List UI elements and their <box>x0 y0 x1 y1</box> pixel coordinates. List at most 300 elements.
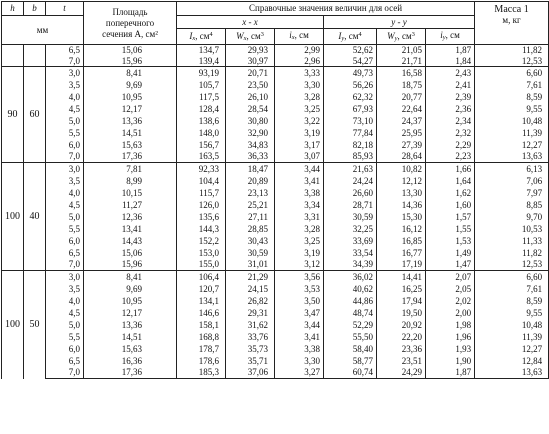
cell-ix-radius: 3,25 <box>275 235 324 247</box>
cell-iy: 33,54 <box>324 247 377 259</box>
cell-h: 90 <box>2 67 24 163</box>
cell-wy: 20,92 <box>377 319 426 331</box>
cell-ix-radius: 3,12 <box>275 259 324 271</box>
cell-ix-radius: 3,47 <box>275 307 324 319</box>
cell-iy-radius: 1,87 <box>426 45 475 56</box>
cell-iy: 33,69 <box>324 235 377 247</box>
cell-wx: 30,97 <box>226 56 275 67</box>
cell-ix: 148,0 <box>177 127 226 139</box>
cell-ix-radius: 3,19 <box>275 127 324 139</box>
table-row <box>2 175 549 187</box>
cell-area: 17,36 <box>84 367 177 379</box>
cell-wx: 33,76 <box>226 331 275 343</box>
cell-ix-radius: 3,28 <box>275 91 324 103</box>
table-row <box>2 331 549 343</box>
cell-t: 5,5 <box>46 127 84 139</box>
table-row <box>2 223 549 235</box>
cell-iy: 26,60 <box>324 187 377 199</box>
cell-iy-radius: 2,05 <box>426 283 475 295</box>
cell-area: 8,41 <box>84 67 177 79</box>
table-row <box>2 295 549 307</box>
cell-h: 100 <box>2 271 24 379</box>
cell-t: 7,0 <box>46 56 84 67</box>
cell-iy: 77,84 <box>324 127 377 139</box>
cell-mass: 12,27 <box>475 139 549 151</box>
cell-wy: 28,64 <box>377 151 426 163</box>
cell-mass: 10,53 <box>475 223 549 235</box>
cell-iy: 56,26 <box>324 79 377 91</box>
cell-t: 6,5 <box>46 355 84 367</box>
cell-wy: 16,85 <box>377 235 426 247</box>
cell-iy: 73,10 <box>324 115 377 127</box>
cell-ix: 134,7 <box>177 45 226 56</box>
cell-ix-radius: 3,22 <box>275 115 324 127</box>
cell-t: 3,0 <box>46 163 84 175</box>
cell-iy: 40,62 <box>324 283 377 295</box>
cell-t: 3,5 <box>46 175 84 187</box>
cell-wy: 24,29 <box>377 367 426 379</box>
cell-iy-radius: 1,49 <box>426 247 475 259</box>
cell-iy: 48,74 <box>324 307 377 319</box>
header-area <box>84 2 177 45</box>
cell-iy-radius: 1,47 <box>426 259 475 271</box>
header-mass-line1: Масса 1 <box>494 4 529 15</box>
cell-iy-radius: 2,34 <box>426 115 475 127</box>
cell-ix-radius: 3,28 <box>275 223 324 235</box>
cell-wy: 22,64 <box>377 103 426 115</box>
cell-ix: 120,7 <box>177 283 226 295</box>
cell-ix: 144,3 <box>177 223 226 235</box>
header-col-ix: Ix, $см^4$ <box>177 29 226 45</box>
cell-t: 7,0 <box>46 367 84 379</box>
cell-mass: 8,85 <box>475 199 549 211</box>
header-col-ix-radius: ix, см <box>275 29 324 45</box>
cell-mass: 6,13 <box>475 163 549 175</box>
cell-ix: 134,1 <box>177 295 226 307</box>
header-mass <box>475 2 549 45</box>
cell-t: 3,0 <box>46 67 84 79</box>
cell-mass: 12,84 <box>475 355 549 367</box>
cell-area: 17,36 <box>84 151 177 163</box>
cell-wx: 35,73 <box>226 343 275 355</box>
table-row <box>2 103 549 115</box>
cell-iy-radius: 1,55 <box>426 223 475 235</box>
table-row <box>2 199 549 211</box>
cell-wy: 13,30 <box>377 187 426 199</box>
cell-ix-radius: 2,99 <box>275 45 324 56</box>
header-mass-line2: м, кг <box>502 15 521 25</box>
group-continuation <box>2 45 549 67</box>
cell-area: 14,51 <box>84 331 177 343</box>
cell-wx: 18,47 <box>226 163 275 175</box>
cell-wy: 19,50 <box>377 307 426 319</box>
header-b: b <box>24 2 46 16</box>
header-t: t <box>46 2 84 16</box>
cell-ix-radius: 3,27 <box>275 367 324 379</box>
cell-area: 10,95 <box>84 91 177 103</box>
cell-ix: 178,7 <box>177 343 226 355</box>
cell-t: 6,0 <box>46 139 84 151</box>
cell-area: 9,69 <box>84 283 177 295</box>
cell-ix-radius: 3,30 <box>275 79 324 91</box>
cell-ix-radius: 2,96 <box>275 56 324 67</box>
cell-mass: 6,60 <box>475 271 549 283</box>
cell-wy: 23,51 <box>377 355 426 367</box>
table-row <box>2 235 549 247</box>
cell-iy: 52,29 <box>324 319 377 331</box>
header-h: h <box>2 2 24 16</box>
group-90x60 <box>2 67 549 163</box>
cell-wx: 35,71 <box>226 355 275 367</box>
table-row <box>2 91 549 103</box>
table-row <box>2 283 549 295</box>
cell-h <box>2 45 24 67</box>
cell-t: 6,5 <box>46 45 84 56</box>
cell-t: 6,0 <box>46 235 84 247</box>
cell-wx: 25,21 <box>226 199 275 211</box>
cell-wy: 21,05 <box>377 45 426 56</box>
cell-iy-radius: 1,60 <box>426 199 475 211</box>
cell-wy: 27,39 <box>377 139 426 151</box>
cell-ix: 163,5 <box>177 151 226 163</box>
cell-iy-radius: 2,00 <box>426 307 475 319</box>
cell-area: 15,06 <box>84 45 177 56</box>
cell-wx: 37,06 <box>226 367 275 379</box>
header-area-line3: сечения A, см² <box>102 28 158 39</box>
cell-iy-radius: 1,66 <box>426 163 475 175</box>
cell-ix: 105,7 <box>177 79 226 91</box>
header-col-wx: Wx, $см^3$ <box>226 29 275 45</box>
cell-area: 15,63 <box>84 343 177 355</box>
cell-ix: 153,0 <box>177 247 226 259</box>
cell-iy-radius: 2,43 <box>426 67 475 79</box>
cell-ix-radius: 3,33 <box>275 67 324 79</box>
header-axis-x: x - x <box>177 16 324 29</box>
cell-t: 4,0 <box>46 91 84 103</box>
cell-b: 60 <box>24 67 46 163</box>
cell-ix-radius: 3,44 <box>275 319 324 331</box>
group-100x50 <box>2 271 549 379</box>
cell-t: 5,0 <box>46 211 84 223</box>
cell-ix: 155,0 <box>177 259 226 271</box>
cell-wx: 26,82 <box>226 295 275 307</box>
cell-area: 9,69 <box>84 79 177 91</box>
cell-wy: 18,75 <box>377 79 426 91</box>
cell-iy-radius: 1,84 <box>426 56 475 67</box>
cell-ix: 139,4 <box>177 56 226 67</box>
table-row <box>2 259 549 271</box>
cell-mass: 11,82 <box>475 247 549 259</box>
cell-iy-radius: 2,32 <box>426 127 475 139</box>
cell-wy: 16,77 <box>377 247 426 259</box>
cell-iy: 58,77 <box>324 355 377 367</box>
cell-mass: 11,39 <box>475 127 549 139</box>
cell-b: 40 <box>24 163 46 271</box>
cell-mass: 10,48 <box>475 115 549 127</box>
cell-t: 6,0 <box>46 343 84 355</box>
cell-iy-radius: 2,29 <box>426 139 475 151</box>
cell-b: 50 <box>24 271 46 379</box>
cell-area: 13,36 <box>84 319 177 331</box>
table-row <box>2 355 549 367</box>
cell-t: 4,0 <box>46 187 84 199</box>
cell-iy: 55,50 <box>324 331 377 343</box>
table-row <box>2 67 549 79</box>
cell-h: 100 <box>2 163 24 271</box>
cell-wy: 16,12 <box>377 223 426 235</box>
cell-ix: 115,7 <box>177 187 226 199</box>
table-row <box>2 211 549 223</box>
table-row <box>2 307 549 319</box>
cell-iy: 34,39 <box>324 259 377 271</box>
cell-area: 15,96 <box>84 259 177 271</box>
cell-wx: 29,93 <box>226 45 275 56</box>
cell-t: 4,5 <box>46 307 84 319</box>
cell-iy-radius: 2,39 <box>426 91 475 103</box>
cell-t: 5,0 <box>46 115 84 127</box>
header-unit-mm: мм <box>2 16 84 45</box>
cell-ix-radius: 3,44 <box>275 163 324 175</box>
cell-wy: 16,58 <box>377 67 426 79</box>
cell-mass: 9,55 <box>475 103 549 115</box>
cell-ix: 178,6 <box>177 355 226 367</box>
cell-ix-radius: 3,41 <box>275 175 324 187</box>
cell-mass: 11,33 <box>475 235 549 247</box>
cell-t: 4,0 <box>46 295 84 307</box>
cell-wx: 21,29 <box>226 271 275 283</box>
cell-ix-radius: 3,17 <box>275 139 324 151</box>
cell-ix: 156,7 <box>177 139 226 151</box>
cell-iy: 67,93 <box>324 103 377 115</box>
cell-area: 8,41 <box>84 271 177 283</box>
cell-wx: 28,85 <box>226 223 275 235</box>
cell-iy-radius: 2,41 <box>426 79 475 91</box>
cell-iy: 32,25 <box>324 223 377 235</box>
cell-wy: 22,20 <box>377 331 426 343</box>
cell-area: 16,36 <box>84 355 177 367</box>
cell-wx: 27,11 <box>226 211 275 223</box>
cell-area: 12,17 <box>84 103 177 115</box>
cell-wy: 14,36 <box>377 199 426 211</box>
cell-wx: 28,54 <box>226 103 275 115</box>
table-row <box>2 45 549 56</box>
cell-t: 5,5 <box>46 223 84 235</box>
cell-wy: 12,12 <box>377 175 426 187</box>
cell-ix-radius: 3,31 <box>275 211 324 223</box>
cell-iy: 36,02 <box>324 271 377 283</box>
cell-iy: 49,73 <box>324 67 377 79</box>
header-reference-values: Справочные значения величин для осей <box>177 2 475 16</box>
cell-t: 7,0 <box>46 259 84 271</box>
cell-ix-radius: 3,50 <box>275 295 324 307</box>
cell-iy: 24,24 <box>324 175 377 187</box>
cell-ix-radius: 3,38 <box>275 343 324 355</box>
table-row <box>2 139 549 151</box>
cell-iy: 44,86 <box>324 295 377 307</box>
cell-iy: 21,63 <box>324 163 377 175</box>
table-row <box>2 151 549 163</box>
cell-wx: 32,90 <box>226 127 275 139</box>
cell-wx: 20,71 <box>226 67 275 79</box>
cell-area: 15,06 <box>84 247 177 259</box>
cell-wx: 30,59 <box>226 247 275 259</box>
cell-iy: 30,59 <box>324 211 377 223</box>
cell-ix: 185,3 <box>177 367 226 379</box>
cell-mass: 7,61 <box>475 79 549 91</box>
cell-t: 5,0 <box>46 319 84 331</box>
cell-iy: 28,71 <box>324 199 377 211</box>
table-row <box>2 319 549 331</box>
cell-wx: 36,33 <box>226 151 275 163</box>
cell-ix-radius: 3,56 <box>275 271 324 283</box>
cell-ix-radius: 3,25 <box>275 103 324 115</box>
cell-iy: 82,18 <box>324 139 377 151</box>
cell-ix-radius: 3,41 <box>275 331 324 343</box>
cell-ix-radius: 3,34 <box>275 199 324 211</box>
cell-mass: 7,61 <box>475 283 549 295</box>
cell-wy: 23,36 <box>377 343 426 355</box>
cell-wy: 10,82 <box>377 163 426 175</box>
header-col-wy: Wy, $см^3$ <box>377 29 426 45</box>
cell-ix-radius: 3,53 <box>275 283 324 295</box>
cell-area: 7,81 <box>84 163 177 175</box>
cell-area: 12,36 <box>84 211 177 223</box>
cell-ix-radius: 3,38 <box>275 187 324 199</box>
cell-iy-radius: 1,57 <box>426 211 475 223</box>
cell-ix: 93,19 <box>177 67 226 79</box>
cell-wy: 25,95 <box>377 127 426 139</box>
cell-t: 4,5 <box>46 199 84 211</box>
cell-wy: 21,71 <box>377 56 426 67</box>
table-row <box>2 127 549 139</box>
table-row <box>2 115 549 127</box>
cell-iy-radius: 2,07 <box>426 271 475 283</box>
cell-iy-radius: 1,62 <box>426 187 475 199</box>
cell-area: 10,15 <box>84 187 177 199</box>
cell-t: 4,5 <box>46 103 84 115</box>
cell-wx: 34,83 <box>226 139 275 151</box>
cell-iy: 62,32 <box>324 91 377 103</box>
cell-mass: 9,55 <box>475 307 549 319</box>
cell-iy: 85,93 <box>324 151 377 163</box>
cell-wx: 29,31 <box>226 307 275 319</box>
cell-wx: 31,01 <box>226 259 275 271</box>
table-row <box>2 56 549 67</box>
header-area-line2: поперечного <box>105 17 155 28</box>
cell-ix: 158,1 <box>177 319 226 331</box>
cell-ix: 128,4 <box>177 103 226 115</box>
cell-ix: 92,33 <box>177 163 226 175</box>
cell-ix-radius: 3,07 <box>275 151 324 163</box>
cell-mass: 6,60 <box>475 67 549 79</box>
cell-iy-radius: 2,23 <box>426 151 475 163</box>
cell-wx: 30,80 <box>226 115 275 127</box>
header-col-iy: Iy, $см^4$ <box>324 29 377 45</box>
table-header <box>2 2 549 45</box>
cell-wx: 26,10 <box>226 91 275 103</box>
cell-wx: 20,89 <box>226 175 275 187</box>
cell-iy-radius: 1,64 <box>426 175 475 187</box>
cell-iy-radius: 2,36 <box>426 103 475 115</box>
cell-mass: 7,97 <box>475 187 549 199</box>
cell-mass: 12,53 <box>475 56 549 67</box>
cell-mass: 13,63 <box>475 151 549 163</box>
cell-iy-radius: 1,90 <box>426 355 475 367</box>
cell-wx: 31,62 <box>226 319 275 331</box>
cell-mass: 12,27 <box>475 343 549 355</box>
header-area-line1: Площадь <box>112 6 148 17</box>
cell-mass: 7,06 <box>475 175 549 187</box>
cell-wy: 24,37 <box>377 115 426 127</box>
cell-mass: 8,59 <box>475 91 549 103</box>
cell-area: 8,99 <box>84 175 177 187</box>
table-row <box>2 343 549 355</box>
cell-iy-radius: 1,96 <box>426 331 475 343</box>
cell-wy: 20,77 <box>377 91 426 103</box>
table-row <box>2 79 549 91</box>
cell-ix-radius: 3,19 <box>275 247 324 259</box>
cell-ix: 138,6 <box>177 115 226 127</box>
cell-t: 3,5 <box>46 283 84 295</box>
cell-ix: 104,4 <box>177 175 226 187</box>
cell-iy-radius: 1,87 <box>426 367 475 379</box>
cell-wy: 14,41 <box>377 271 426 283</box>
cell-mass: 13,63 <box>475 367 549 379</box>
cell-wx: 23,13 <box>226 187 275 199</box>
cell-wy: 16,25 <box>377 283 426 295</box>
cell-iy-radius: 2,02 <box>426 295 475 307</box>
cell-ix: 106,4 <box>177 271 226 283</box>
cell-iy: 60,74 <box>324 367 377 379</box>
profile-properties-table <box>1 1 549 379</box>
cell-wy: 17,19 <box>377 259 426 271</box>
cell-area: 14,51 <box>84 127 177 139</box>
cell-iy: 52,62 <box>324 45 377 56</box>
cell-t: 3,0 <box>46 271 84 283</box>
table-row <box>2 163 549 175</box>
cell-ix: 126,0 <box>177 199 226 211</box>
group-100x40 <box>2 163 549 271</box>
cell-iy: 58,40 <box>324 343 377 355</box>
cell-iy-radius: 1,93 <box>426 343 475 355</box>
cell-wy: 17,94 <box>377 295 426 307</box>
cell-area: 13,41 <box>84 223 177 235</box>
cell-iy-radius: 1,53 <box>426 235 475 247</box>
cell-wx: 30,43 <box>226 235 275 247</box>
cell-ix: 168,8 <box>177 331 226 343</box>
cell-b <box>24 45 46 67</box>
cell-area: 13,36 <box>84 115 177 127</box>
cell-area: 12,17 <box>84 307 177 319</box>
cell-mass: 9,70 <box>475 211 549 223</box>
cell-mass: 12,53 <box>475 259 549 271</box>
cell-area: 11,27 <box>84 199 177 211</box>
cell-wy: 15,30 <box>377 211 426 223</box>
cell-ix: 117,5 <box>177 91 226 103</box>
cell-ix-radius: 3,30 <box>275 355 324 367</box>
cell-area: 15,96 <box>84 56 177 67</box>
cell-iy: 54,27 <box>324 56 377 67</box>
cell-ix: 152,2 <box>177 235 226 247</box>
table-row <box>2 187 549 199</box>
cell-t: 7,0 <box>46 151 84 163</box>
cell-iy-radius: 1,98 <box>426 319 475 331</box>
cell-area: 15,63 <box>84 139 177 151</box>
cell-ix: 146,6 <box>177 307 226 319</box>
cell-t: 6,5 <box>46 247 84 259</box>
table-row <box>2 271 549 283</box>
header-axis-y: y - y <box>324 16 475 29</box>
